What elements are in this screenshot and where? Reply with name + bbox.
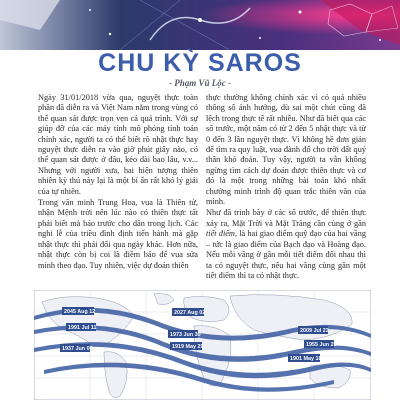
header-banner	[0, 0, 400, 50]
eclipse-label: 1901 May 18	[290, 356, 322, 362]
paragraph: thực thường không chính xác vì có quá nhiều thông số ảnh hưởng, dù sai một chút cũng đã lệch trong thực tế rất nhiều. Như đã biết qua các số trước, một năm có từ 2 đến 5 nhật thực và từ 0 đến 3 lần nguyệt thực. Vì không hề đơn giản để tìm ra quy luật, vua đành đổ cho trời đất quỷ thần khó đoán. Tuy vậy, người ta vẫn không ngừng tìm cách dự đoán được thiên thực và cơ đó là một trong những bài toán khó nhất chưởng minh trình độ quan trắc thiên văn của mình.	[206, 93, 366, 207]
paragraph-text: Như đã trình bày ở các số trước, để thiên thực xảy ra, Mặt Trời và Mặt Trăng cần cùng ở gần	[206, 208, 366, 228]
article-column-right	[206, 93, 366, 282]
eclipse-label: 1955 Jun 20	[306, 342, 337, 348]
eclipse-label: 1991 Jul 11	[68, 325, 97, 331]
world-map-figure	[34, 290, 371, 400]
article-title: CHU KỲ SAROS	[98, 49, 302, 77]
header-banner-art	[0, 0, 400, 50]
paragraph	[206, 208, 366, 281]
eclipse-label: 1973 Jun 30	[170, 332, 201, 338]
saros-eclipse-map	[34, 290, 371, 400]
eclipse-label: 2045 Aug 12	[64, 309, 96, 315]
eclipse-label: 2027 Aug 02	[174, 310, 206, 316]
article-author: - Phạm Vũ Lộc -	[169, 78, 231, 88]
italic-term: tiết điểm	[206, 229, 235, 239]
eclipse-label: 1919 May 29	[172, 344, 204, 350]
article-column-left	[38, 93, 198, 272]
paragraph: Trong văn minh Trung Hoa, vua là Thiên tử, nhận Mệnh trời nên lúc nào có thiên thực tất phải biết mà báo trước cho dân trong lịch. Các nghi lễ của triều đình định tiến hành mà gặp nhật thực thì phải đổi qua ngày khác. Hơn nữa, nhật thực còn bị coi là điềm báo để vua sửa mình theo đạo. Tuy nhiên, việc dự đoán thiên	[38, 198, 198, 270]
eclipse-label: 2009 Jul 22	[300, 328, 329, 334]
paragraph-text: , là hai giao điểm quỹ đạo của hai vầng – tức là giao điểm của Bạch đạo và Hoàng đạo. Nếu mỗi vầng ở gần mỗi tiết điểm đối nhau thì ta có nguyệt thực, nếu hai vầng cùng gần một tiết điểm thì ta có nhật thực.	[206, 229, 366, 280]
paragraph: Ngày 31/01/2018 vừa qua, nguyệt thực toàn phần đã diễn ra và Việt Nam nằm trong vùng có thể quan sát được trọn vẹn cả quá trình. Với sự giúp đỡ của các máy tính mô phỏng tính toán chính xác, người ta có thể biết rõ nhật thực hay nguyệt thực diễn ra vào giờ phút giây nào, có thể quan sát được ở đâu, kéo dài bao lâu, v.v... Nhưng với người xưa, hai hiện tượng thiên nhiên kỳ thú này lại là một bí ẩn rất khó lý giải của tự nhiên.	[38, 93, 198, 196]
eclipse-label: 1937 Jun 08	[62, 346, 93, 352]
